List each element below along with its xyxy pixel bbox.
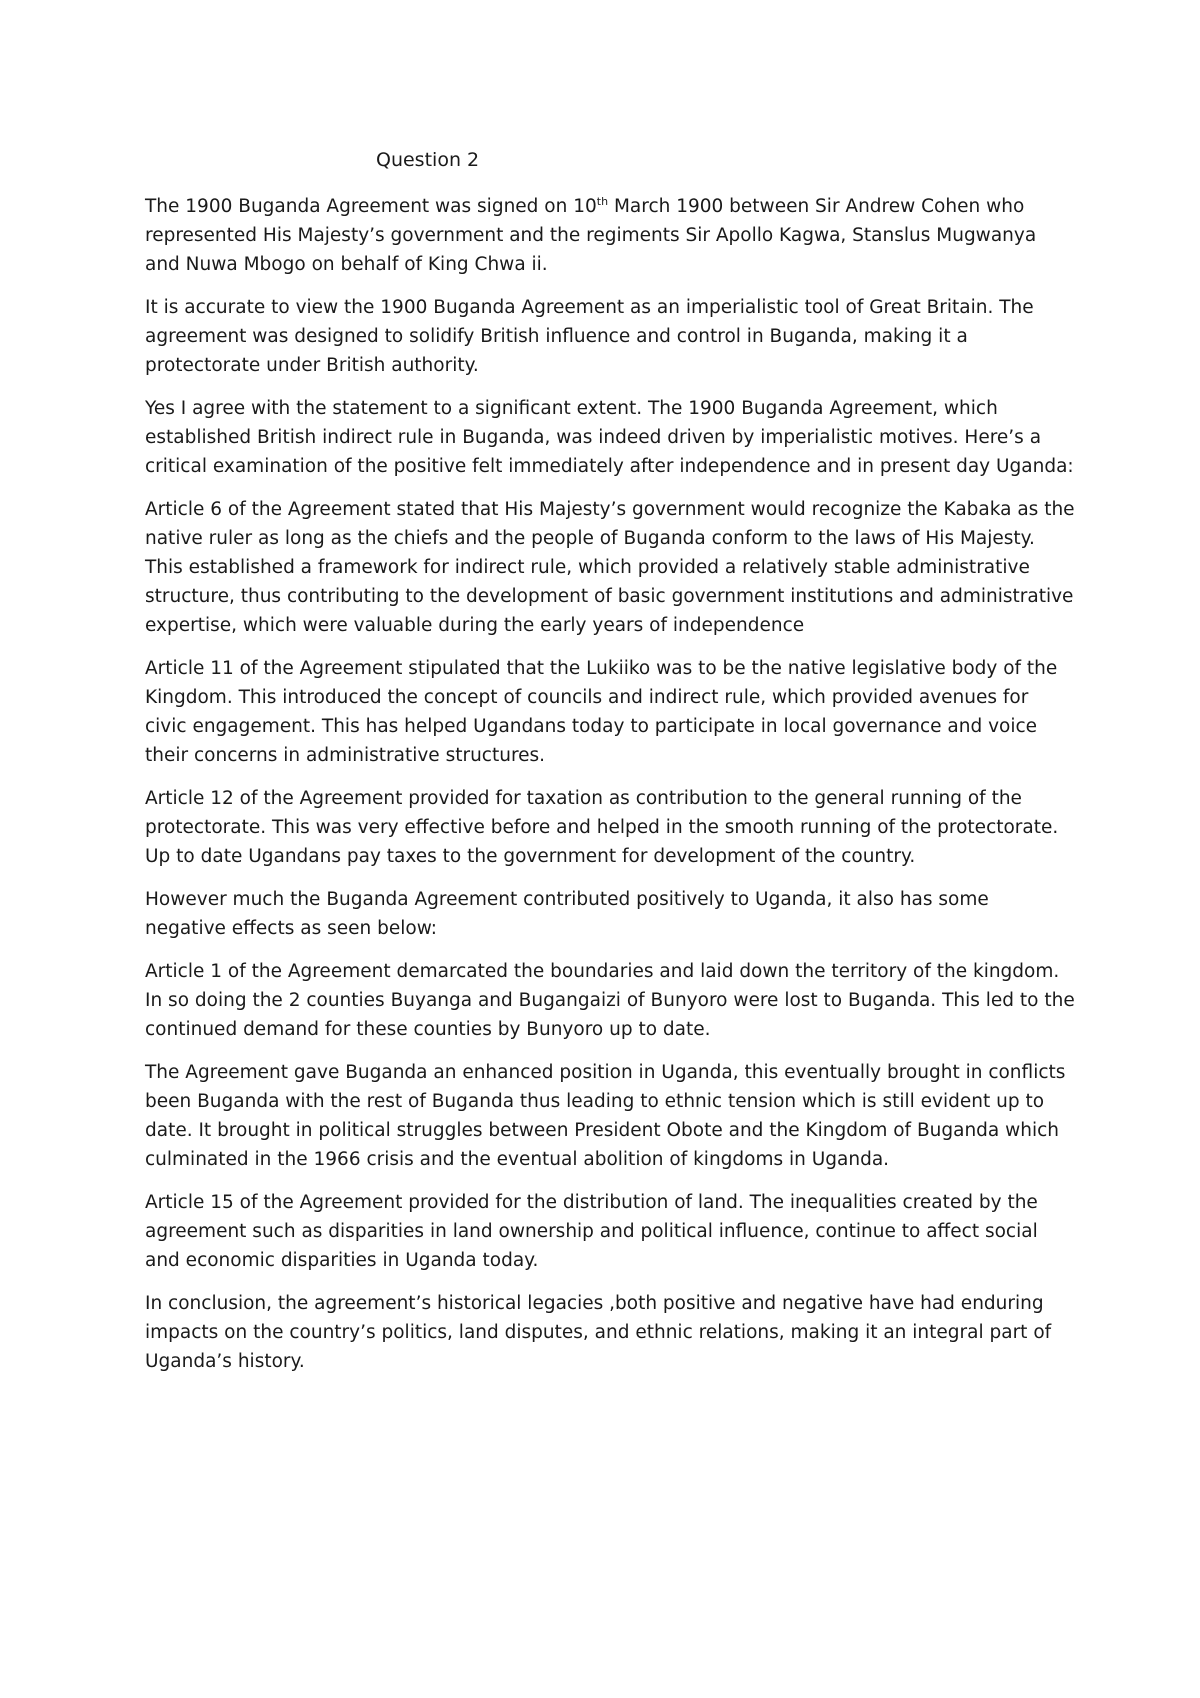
page-title: Question 2 <box>376 149 480 171</box>
paragraph-enhanced-position: The Agreement gave Buganda an enhanced position in Uganda, this eventually brought in conflicts been Buganda with the rest of Buganda thus leading to ethnic tension which is still evident up to date. It brought in political struggles between President Obote and the Kingdom of Buganda which culminated in the 1966 crisis and the eventual abolition of kingdoms in Uganda. <box>145 1062 1066 1170</box>
paragraph-conclusion: In conclusion, the agreement’s historical legacies ,both positive and negative have had enduring impacts on the country’s politics, land disputes, and ethnic relations, making it an integral part of Uganda’s history. <box>145 1293 1052 1372</box>
paragraph-agreement-statement: Yes I agree with the statement to a significant extent. The 1900 Buganda Agreement, which established British indirect rule in Buganda, was indeed driven by imperialistic motives. Here’s a critical examination of the positive felt immediately after independence and in present day Uganda: <box>145 398 1074 477</box>
paragraph-article-15: Article 15 of the Agreement provided for the distribution of land. The inequalities created by the agreement such as disparities in land ownership and political influence, continue to affect social and economic disparities in Uganda today. <box>145 1192 1038 1271</box>
paragraph-negative-effects-intro: However much the Buganda Agreement contributed positively to Uganda, it also has some negative effects as seen below: <box>145 889 989 939</box>
paragraph-article-6: Article 6 of the Agreement stated that His Majesty’s government would recognize the Kabaka as the native ruler as long as the chiefs and the people of Buganda conform to the laws of His Majesty. This established a framework for indirect rule, which provided a relatively stable administrative structure, thus contributing to the development of basic government institutions and administrative expertise, which were valuable during the early years of independence <box>145 499 1075 636</box>
paragraph-article-12: Article 12 of the Agreement provided for taxation as contribution to the general running of the protectorate. This was very effective before and helped in the smooth running of the protectorate. Up to date Ugandans pay taxes to the government for development of the country. <box>145 788 1059 867</box>
paragraph-intro <box>145 192 1075 279</box>
ordinal-suffix: th <box>596 194 609 208</box>
intro-text-start: The 1900 Buganda Agreement was signed on 10 <box>145 196 597 217</box>
document-body <box>145 192 1075 1390</box>
paragraph-imperialistic-tool: It is accurate to view the 1900 Buganda Agreement as an imperialistic tool of Great Britain. The agreement was designed to solidify British influence and control in Buganda, making it a protectorate under British authority. <box>145 297 1034 376</box>
paragraph-article-11: Article 11 of the Agreement stipulated that the Lukiiko was to be the native legislative body of the Kingdom. This introduced the concept of councils and indirect rule, which provided avenues for civic engagement. This has helped Ugandans today to participate in local governance and voice their concerns in administrative structures. <box>145 658 1058 766</box>
intro-text-end: March 1900 between Sir Andrew Cohen who represented His Majesty’s government and the regiments Sir Apollo Kagwa, Stanslus Mugwanya and Nuwa Mbogo on behalf of King Chwa ii. <box>145 196 1037 275</box>
paragraph-article-1: Article 1 of the Agreement demarcated the boundaries and laid down the territory of the kingdom. In so doing the 2 counties Buyanga and Bugangaizi of Bunyoro were lost to Buganda. This led to the continued demand for these counties by Bunyoro up to date. <box>145 961 1075 1040</box>
